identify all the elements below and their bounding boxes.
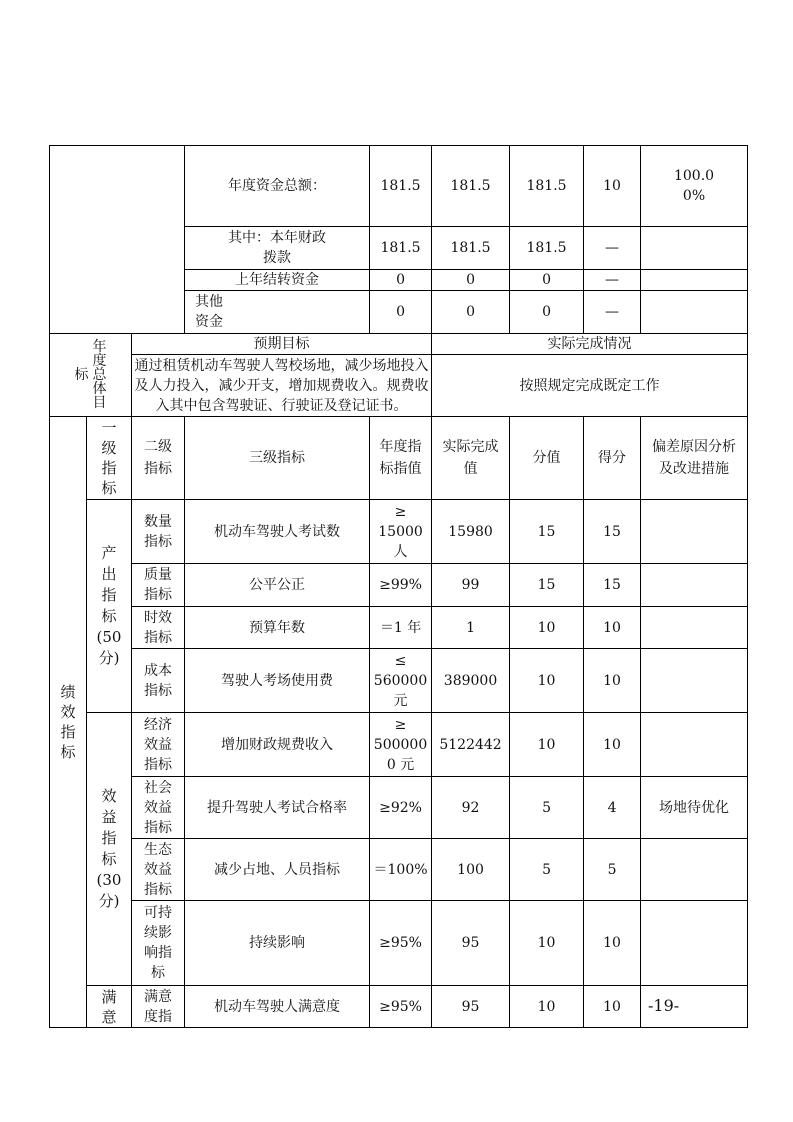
- row-got: 10: [584, 901, 641, 986]
- performance-table: [49, 145, 748, 1028]
- header-level1: 一 级 指 标: [87, 417, 132, 500]
- goals-actual-text: 按照规定完成既定工作: [432, 355, 748, 417]
- row-target: ≥95%: [370, 901, 432, 986]
- row-actual: 100: [432, 839, 510, 901]
- row-note: [641, 564, 748, 607]
- row-target: ≥99%: [370, 564, 432, 607]
- table-row: [50, 839, 748, 901]
- indicators-header-row: [50, 417, 748, 500]
- table-row: [50, 564, 748, 607]
- row-got: 15: [584, 564, 641, 607]
- goals-row-label: 年 度 总 体 目: [92, 339, 107, 411]
- funds-fiscal-executed: 181.5: [510, 227, 584, 270]
- row-score: 5: [510, 777, 584, 839]
- row-got: 4: [584, 777, 641, 839]
- row-score: 10: [510, 986, 584, 1028]
- funds-carry-adjusted: 0: [432, 270, 510, 291]
- funds-total-executed: 181.5: [510, 146, 584, 227]
- table-row: [50, 901, 748, 986]
- row-note: [641, 713, 748, 777]
- row-got: 5: [584, 839, 641, 901]
- row-l2: 成本 指标: [132, 649, 185, 713]
- header-target: 年度指 标指值: [370, 417, 432, 500]
- row-l2: 生态 效益 指标: [132, 839, 185, 901]
- row-actual: 5122442: [432, 713, 510, 777]
- row-note: 场地待优化: [641, 777, 748, 839]
- table-row: [50, 777, 748, 839]
- row-note: [641, 500, 748, 564]
- row-target: ≥ 15000 人: [370, 500, 432, 564]
- header-level3: 三级指标: [185, 417, 370, 500]
- table-row: [50, 607, 748, 649]
- output-group-label: 产 出 指 标 (50 分): [87, 500, 132, 713]
- row-actual: 95: [432, 901, 510, 986]
- funds-total-rate: 100.0 0%: [641, 146, 748, 227]
- header-note: 偏差原因分析 及改进措施: [641, 417, 748, 500]
- funds-carry-rate: [641, 270, 748, 291]
- row-actual: 1: [432, 607, 510, 649]
- funds-fiscal-budget: 181.5: [370, 227, 432, 270]
- funds-other-executed: 0: [510, 291, 584, 334]
- funds-other-rate: [641, 291, 748, 334]
- row-got: 10: [584, 607, 641, 649]
- row-l3: 驾驶人考场使用费: [185, 649, 370, 713]
- table-row: [50, 986, 748, 1028]
- row-l3: 公平公正: [185, 564, 370, 607]
- funds-fiscal-label: 其中：本年财政 拨款: [185, 227, 370, 270]
- row-got: 10: [584, 649, 641, 713]
- satisfaction-group-label: 满 意: [87, 986, 132, 1028]
- funds-carry-score: —: [584, 270, 641, 291]
- goals-expected-text: 通过租赁机动车驾驶人驾校场地，减少场地投入及人力投入，减少开支，增加规费收入。规费收入其中包含驾驶证、行驶证及登记证书。: [132, 355, 432, 417]
- header-actual: 实际完成 值: [432, 417, 510, 500]
- row-l2: 可持 续影 响指 标: [132, 901, 185, 986]
- row-actual: 99: [432, 564, 510, 607]
- funds-total-score: 10: [584, 146, 641, 227]
- funds-fiscal-score: —: [584, 227, 641, 270]
- benefit-group-label: 效 益 指 标 (30 分): [87, 713, 132, 986]
- row-l3: 预算年数: [185, 607, 370, 649]
- funds-other-label: 其他 资金: [185, 291, 370, 334]
- header-got: 得分: [584, 417, 641, 500]
- goals-expected-header: 预期目标: [132, 334, 432, 355]
- row-note: [641, 901, 748, 986]
- row-l2: 质量 指标: [132, 564, 185, 607]
- row-l2: 时效 指标: [132, 607, 185, 649]
- row-score: 10: [510, 901, 584, 986]
- funds-carry-label: 上年结转资金: [185, 270, 370, 291]
- row-score: 10: [510, 607, 584, 649]
- row-target: ＝1 年: [370, 607, 432, 649]
- table-row: [50, 713, 748, 777]
- row-l2: 数量 指标: [132, 500, 185, 564]
- row-target: ≥92%: [370, 777, 432, 839]
- funds-fiscal-rate: [641, 227, 748, 270]
- table-row: [50, 500, 748, 564]
- row-score: 15: [510, 500, 584, 564]
- funds-blank-cell: [50, 146, 185, 334]
- funds-total-row: [50, 146, 748, 227]
- funds-total-adjusted: 181.5: [432, 146, 510, 227]
- row-actual: 15980: [432, 500, 510, 564]
- funds-carry-budget: 0: [370, 270, 432, 291]
- row-note: [641, 649, 748, 713]
- row-score: 10: [510, 713, 584, 777]
- row-got: 10: [584, 986, 641, 1028]
- goals-label-cell: [50, 334, 132, 417]
- row-note: [641, 839, 748, 901]
- goals-header-row: [50, 334, 748, 355]
- row-l3: 机动车驾驶人满意度: [185, 986, 370, 1028]
- row-score: 5: [510, 839, 584, 901]
- page-number: -19-: [648, 996, 680, 1015]
- row-target: ≤ 560000 元: [370, 649, 432, 713]
- row-actual: 92: [432, 777, 510, 839]
- row-l2: 满意 度指: [132, 986, 185, 1028]
- funds-total-label: 年度资金总额：: [185, 146, 370, 227]
- funds-carry-executed: 0: [510, 270, 584, 291]
- row-got: 15: [584, 500, 641, 564]
- row-target: ＝100%: [370, 839, 432, 901]
- row-note: [641, 607, 748, 649]
- row-l3: 提升驾驶人考试合格率: [185, 777, 370, 839]
- row-l3: 增加财政规费收入: [185, 713, 370, 777]
- header-score: 分值: [510, 417, 584, 500]
- funds-fiscal-adjusted: 181.5: [432, 227, 510, 270]
- row-actual: 389000: [432, 649, 510, 713]
- goals-content-row: [50, 355, 748, 417]
- goals-actual-header: 实际完成情况: [432, 334, 748, 355]
- row-target: ≥ 500000 0 元: [370, 713, 432, 777]
- row-actual: 95: [432, 986, 510, 1028]
- row-l2: 经济 效益 指标: [132, 713, 185, 777]
- row-l3: 减少占地、人员指标: [185, 839, 370, 901]
- funds-other-adjusted: 0: [432, 291, 510, 334]
- row-score: 10: [510, 649, 584, 713]
- header-level2: 二级 指标: [132, 417, 185, 500]
- indicators-section-label: 绩 效 指 标: [50, 417, 87, 1028]
- funds-total-budget: 181.5: [370, 146, 432, 227]
- row-target: ≥95%: [370, 986, 432, 1028]
- table-row: [50, 649, 748, 713]
- funds-other-budget: 0: [370, 291, 432, 334]
- row-score: 15: [510, 564, 584, 607]
- funds-other-score: —: [584, 291, 641, 334]
- row-l3: 持续影响: [185, 901, 370, 986]
- row-l3: 机动车驾驶人考试数: [185, 500, 370, 564]
- goals-side-label: 标: [74, 367, 89, 383]
- row-got: 10: [584, 713, 641, 777]
- row-l2: 社会 效益 指标: [132, 777, 185, 839]
